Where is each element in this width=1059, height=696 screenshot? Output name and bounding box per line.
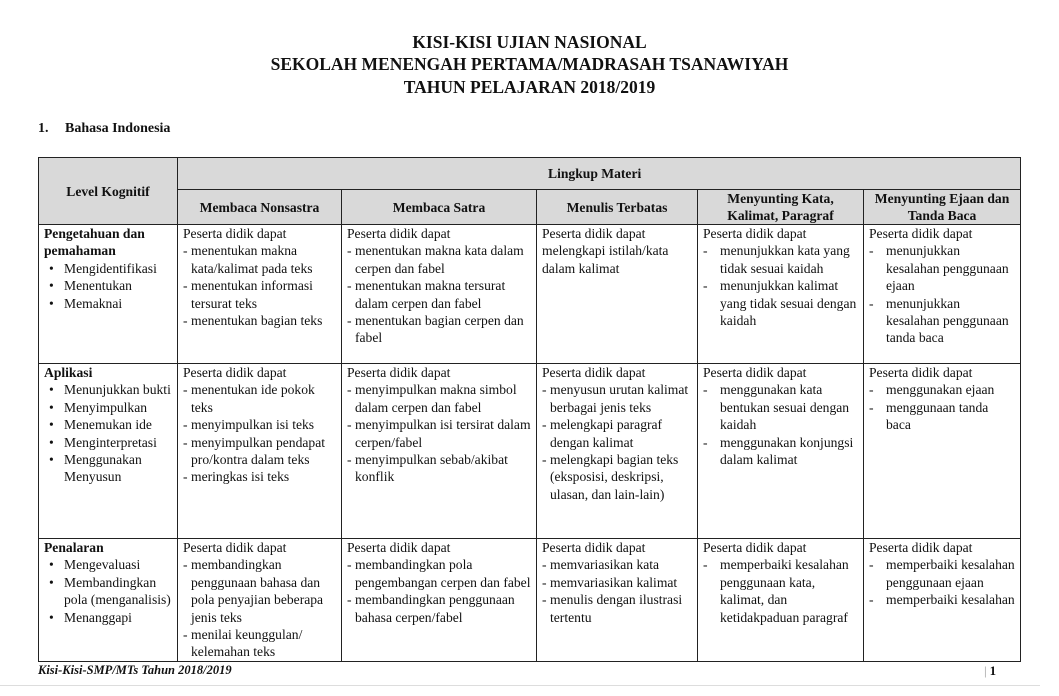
cell-item: - menggunakan kata bentukan sesuai dengan kaidah [703, 381, 858, 433]
level-bullet: • Menentukan [44, 277, 172, 294]
cell-item-list [347, 242, 531, 346]
cell-item-list [347, 381, 531, 485]
level-title: Aplikasi [44, 365, 93, 380]
level-bullet: • Menggunakan Menyusun [44, 451, 172, 486]
materi-cell [537, 364, 698, 539]
level-cell [39, 364, 178, 539]
cell-item-list [869, 381, 1015, 433]
materi-cell [698, 539, 864, 662]
cell-item: - melengkapi bagian teks (eksposisi, deskripsi, ulasan, dan lain-lain) [542, 451, 692, 503]
cell-item: - memvariasikan kalimat [542, 574, 692, 591]
level-bullet: • Membandingkan pola (menganalisis) [44, 574, 172, 609]
level-bullet-list [44, 260, 172, 312]
cell-item: - memvariasikan kata [542, 556, 692, 573]
level-bullet: • Memaknai [44, 295, 172, 312]
document-subtitle: SEKOLAH MENENGAH PERTAMA/MADRASAH TSANAWIYAH [270, 54, 789, 74]
level-title: Penalaran [44, 540, 104, 555]
cell-item: - menggunakan ejaan [869, 381, 1015, 398]
lingkup-materi-header: Lingkup Materi [178, 158, 1021, 190]
level-bullet: • Menanggapi [44, 609, 172, 626]
page-number: | 1 [984, 663, 997, 678]
footer-text: Kisi-Kisi-SMP/MTs Tahun 2018/2019 [38, 663, 232, 677]
cell-item-list [347, 556, 531, 626]
materi-cell [698, 225, 864, 364]
level-kognitif-header: Level Kognitif [39, 158, 178, 225]
cell-intro: Peserta didik dapat [347, 540, 451, 555]
table-row [39, 364, 1021, 539]
cell-item: - membandingkan penggunaan bahasa cerpen/fabel [347, 591, 531, 626]
cell-item: - menentukan bagian teks [183, 312, 336, 329]
cell-item: - meringkas isi teks [183, 468, 336, 485]
cell-intro: Peserta didik dapat [869, 540, 973, 555]
cell-intro: Peserta didik dapat [183, 365, 287, 380]
cell-intro: Peserta didik dapat [703, 540, 807, 555]
table-row [39, 539, 1021, 662]
materi-cell [698, 364, 864, 539]
cell-item: - menunjukkan kalimat yang tidak sesuai dengan kaidah [703, 277, 858, 329]
materi-cell [178, 539, 342, 662]
cell-item: - menentukan ide pokok teks [183, 381, 336, 416]
cell-item-list [869, 242, 1015, 346]
cell-item-list [703, 556, 858, 626]
materi-cell [342, 225, 537, 364]
cell-item: - memperbaiki kesalahan [869, 591, 1015, 608]
cell-item: - menyimpulkan pendapat pro/kontra dalam teks [183, 434, 336, 469]
level-bullet: • Menyimpulkan [44, 399, 172, 416]
cell-intro: Peserta didik dapat [703, 226, 807, 241]
materi-cell [864, 539, 1021, 662]
cell-item-list [542, 381, 692, 503]
cell-item: - memperbaiki kesalahan penggunaan kata, kalimat, dan ketidakpaduan paragraf [703, 556, 858, 626]
level-bullet-list [44, 556, 172, 626]
cell-item: - menilai keunggulan/ kelemahan teks [183, 626, 336, 661]
document-title: KISI-KISI UJIAN NASIONAL [412, 32, 647, 52]
cell-item: - menentukan bagian cerpen dan fabel [347, 312, 531, 347]
column-header: Menyunting Ejaan dan Tanda Baca [864, 190, 1021, 225]
materi-cell [342, 364, 537, 539]
cell-item: - menyimpulkan makna simbol dalam cerpen dan fabel [347, 381, 531, 416]
cell-intro: Peserta didik dapat [703, 365, 807, 380]
table-row [39, 225, 1021, 364]
level-bullet: • Menginterpretasi [44, 434, 172, 451]
cell-item: - menyimpulkan sebab/akibat konflik [347, 451, 531, 486]
section-heading [38, 121, 170, 137]
level-bullet: • Menunjukkan bukti [44, 381, 172, 398]
materi-cell [178, 364, 342, 539]
cell-intro: Peserta didik dapat [183, 540, 287, 555]
cell-item: - menyusun urutan kalimat berbagai jenis teks [542, 381, 692, 416]
cell-intro: Peserta didik dapat [542, 365, 646, 380]
cell-item: - melengkapi paragraf dengan kalimat [542, 416, 692, 451]
column-header: Membaca Nonsastra [178, 190, 342, 225]
document-year: TAHUN PELAJARAN 2018/2019 [403, 77, 656, 97]
level-cell [39, 539, 178, 662]
cell-item: - menggunaan tanda baca [869, 399, 1015, 434]
level-bullet: • Mengevaluasi [44, 556, 172, 573]
cell-item: - menentukan informasi tersurat teks [183, 277, 336, 312]
section-number: 1. [38, 121, 49, 136]
cell-item-list [183, 381, 336, 485]
section-label: Bahasa Indonesia [65, 121, 171, 136]
cell-item-list [703, 242, 858, 329]
cell-intro: Peserta didik dapat [869, 365, 973, 380]
cell-intro: Peserta didik dapat [183, 226, 287, 241]
cell-item-list [869, 556, 1015, 608]
cell-intro: Peserta didik dapat melengkapi istilah/kata dalam kalimat [542, 226, 669, 276]
cell-item: - menyimpulkan isi teks [183, 416, 336, 433]
level-bullet-list [44, 381, 172, 485]
cell-item: - menentukan makna tersurat dalam cerpen dan fabel [347, 277, 531, 312]
level-title: Pengetahuan dan pemahaman [44, 226, 145, 259]
level-bullet: • Mengidentifikasi [44, 260, 172, 277]
materi-cell [864, 364, 1021, 539]
cell-intro: Peserta didik dapat [347, 226, 451, 241]
cell-item: - menggunakan konjungsi dalam kalimat [703, 434, 858, 469]
materi-cell [864, 225, 1021, 364]
cell-item-list [703, 381, 858, 468]
cell-item-list [542, 556, 692, 626]
cell-item: - menentukan makna kata/kalimat pada teks [183, 242, 336, 277]
cell-item: - membandingkan pola pengembangan cerpen dan fabel [347, 556, 531, 591]
level-bullet: • Menemukan ide [44, 416, 172, 433]
page-divider [0, 685, 1040, 686]
cell-item-list [183, 242, 336, 329]
cell-item: - memperbaiki kesalahan penggunaan ejaan [869, 556, 1015, 591]
kisi-kisi-table [38, 157, 1021, 662]
materi-cell [537, 539, 698, 662]
cell-intro: Peserta didik dapat [542, 540, 646, 555]
level-cell [39, 225, 178, 364]
cell-item: - menulis dengan ilustrasi tertentu [542, 591, 692, 626]
cell-intro: Peserta didik dapat [869, 226, 973, 241]
column-header: Menulis Terbatas [537, 190, 698, 225]
cell-item: - membandingkan penggunaan bahasa dan pola penyajian beberapa jenis teks [183, 556, 336, 626]
column-header: Membaca Satra [342, 190, 537, 225]
column-header: Menyunting Kata, Kalimat, Paragraf [698, 190, 864, 225]
cell-item: - menunjukkan kesalahan penggunaan ejaan [869, 242, 1015, 294]
cell-item: - menunjukkan kesalahan penggunaan tanda baca [869, 295, 1015, 347]
materi-cell [537, 225, 698, 364]
page-number-value: 1 [989, 663, 997, 678]
cell-item-list [183, 556, 336, 660]
materi-cell [178, 225, 342, 364]
cell-intro: Peserta didik dapat [347, 365, 451, 380]
cell-item: - menentukan makna kata dalam cerpen dan fabel [347, 242, 531, 277]
cell-item: - menunjukkan kata yang tidak sesuai kaidah [703, 242, 858, 277]
materi-cell [342, 539, 537, 662]
cell-item: - menyimpulkan isi tersirat dalam cerpen/fabel [347, 416, 531, 451]
